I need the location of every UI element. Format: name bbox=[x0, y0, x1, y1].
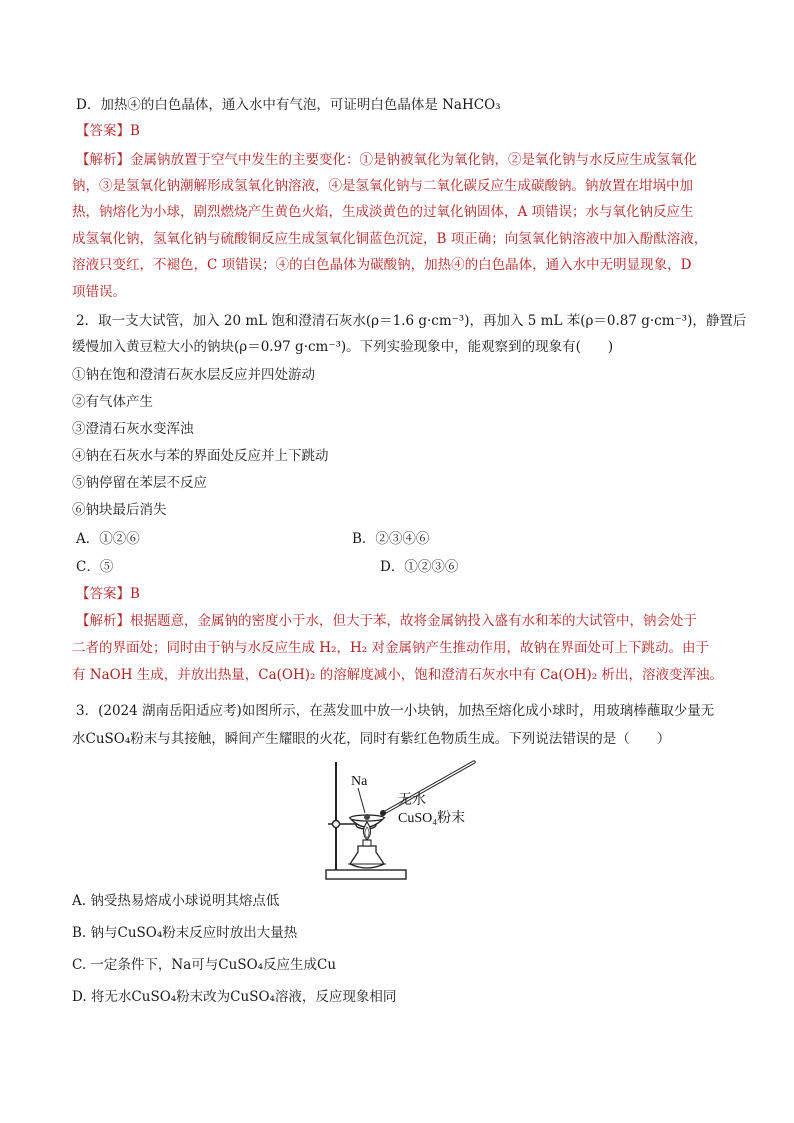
q2-option-d: D．①②③⑥ bbox=[380, 559, 459, 575]
q2-analysis-line-2: 有 NaOH 生成，并放出热量，Ca(OH)₂ 的溶解度减小，饱和澄清石灰水中有 Ca(OH)₂ 析出，溶液变浑浊。 bbox=[72, 667, 723, 683]
rod-tip-powder bbox=[380, 810, 386, 816]
label-anhydrous: 无水 bbox=[398, 793, 426, 808]
q2-analysis-line-1: 二者的界面处；同时由于钠与水反应生成 H₂，H₂ 对金属钠产生推动作用，故钠在界面处可上下跳动。由于 bbox=[72, 640, 709, 656]
answer-value: B bbox=[130, 586, 140, 602]
q2-option-c: C．⑤ bbox=[76, 559, 114, 575]
q2-stem-line-0: 2．取一支大试管，加入 20 mL 饱和澄清石灰水(ρ＝1.6 g·cm⁻³)，再加入 5 mL 苯(ρ＝0.87 g·cm⁻³)，静置后 bbox=[76, 313, 747, 329]
q2-item-6: ⑥钠块最后消失 bbox=[72, 502, 167, 518]
q2-item-2: ②有气体产生 bbox=[72, 394, 153, 410]
q1-analysis-line-4: 溶液只变红，不褪色，C 项错误；④的白色晶体为碳酸钠，加热④的白色晶体，通入水中无明显现象，D bbox=[72, 257, 692, 273]
q2-item-3: ③澄清石灰水变浑浊 bbox=[72, 421, 194, 437]
q1-answer bbox=[76, 120, 736, 142]
answer-value: B bbox=[130, 123, 140, 139]
q2-item-5: ⑤钠停留在苯层不反应 bbox=[72, 475, 207, 491]
q3-stem-line-1: 水CuSO₄粉末与其接触，瞬间产生耀眼的火花，同时有紫红色物质生成。下列说法错误的是（ ） bbox=[72, 731, 671, 747]
apparatus-figure bbox=[318, 752, 498, 887]
answer-tag: 【答案】 bbox=[76, 586, 130, 602]
q1-analysis-line-0: 【解析】金属钠放置于空气中发生的主要变化：①是钠被氧化为氧化钠，②是氧化钠与水反应生成氢氧化 bbox=[76, 152, 697, 168]
q1-analysis-line-1: 钠，③是氢氧化钠潮解形成氢氧化钠溶液，④是氢氧化钠与二氧化碳反应生成碳酸钠。钠放置在坩埚中加 bbox=[72, 178, 693, 194]
label-na: Na bbox=[351, 774, 368, 789]
answer-tag: 【答案】 bbox=[76, 123, 130, 139]
q1-option-d: D．加热④的白色晶体，通入水中有气泡，可证明白色晶体是 NaHCO₃ bbox=[76, 97, 501, 113]
q3-stem-line-0: 3．(2024 湖南岳阳适应考)如图所示，在蒸发皿中放一小块钠，加热至熔化成小球时，用玻璃棒蘸取少量无 bbox=[76, 703, 715, 719]
q2-option-b: B．②③④⑥ bbox=[352, 531, 430, 547]
stand-base bbox=[326, 870, 406, 879]
q1-analysis-line-5: 项错误。 bbox=[72, 284, 126, 300]
q2-item-4: ④钠在石灰水与苯的界面处反应并上下跳动 bbox=[72, 448, 329, 464]
na-pointer bbox=[358, 788, 365, 813]
analysis-tag: 【解析】 bbox=[76, 613, 130, 629]
label-powder: CuSO₄粉末 bbox=[398, 811, 466, 826]
q2-answer bbox=[76, 583, 736, 605]
q1-analysis-line-2: 热，钠熔化为小球，剧烈燃烧产生黄色火焰，生成淡黄色的过氧化钠固体，A 项错误；水与氧化钠反应生 bbox=[72, 204, 694, 220]
alcohol-lamp bbox=[350, 846, 384, 868]
q1-analysis-line-3: 成氢氧化钠，氢氧化钠与硫酸铜反应生成氢氧化铜蓝色沉淀，B 项正确；向氢氧化钠溶液中加入酚酞溶液， bbox=[72, 231, 708, 247]
q3-option-d: D. 将无水CuSO₄粉末改为CuSO₄溶液，反应现象相同 bbox=[72, 989, 397, 1005]
clamp-knob bbox=[333, 821, 340, 828]
q2-stem-line-1: 缓慢加入黄豆粒大小的钠块(ρ＝0.97 g·cm⁻³)。下列实验现象中，能观察到的现象有( ) bbox=[72, 339, 614, 355]
sodium-ball bbox=[364, 814, 370, 820]
q2-option-a: A．①②⑥ bbox=[76, 531, 140, 547]
analysis-tag: 【解析】 bbox=[76, 152, 130, 168]
q3-option-a: A. 钠受热易熔成小球说明其熔点低 bbox=[72, 893, 280, 909]
q3-option-c: C. 一定条件下，Na可与CuSO₄反应生成Cu bbox=[72, 957, 337, 973]
q2-analysis-line-0: 【解析】根据题意，金属钠的密度小于水，但大于苯，故将金属钠投入盛有水和苯的大试管中，钠会处于 bbox=[76, 613, 697, 629]
q3-option-b: B. 钠与CuSO₄粉末反应时放出大量热 bbox=[72, 925, 298, 941]
q2-item-1: ①钠在饱和澄清石灰水层反应并四处游动 bbox=[72, 367, 315, 383]
